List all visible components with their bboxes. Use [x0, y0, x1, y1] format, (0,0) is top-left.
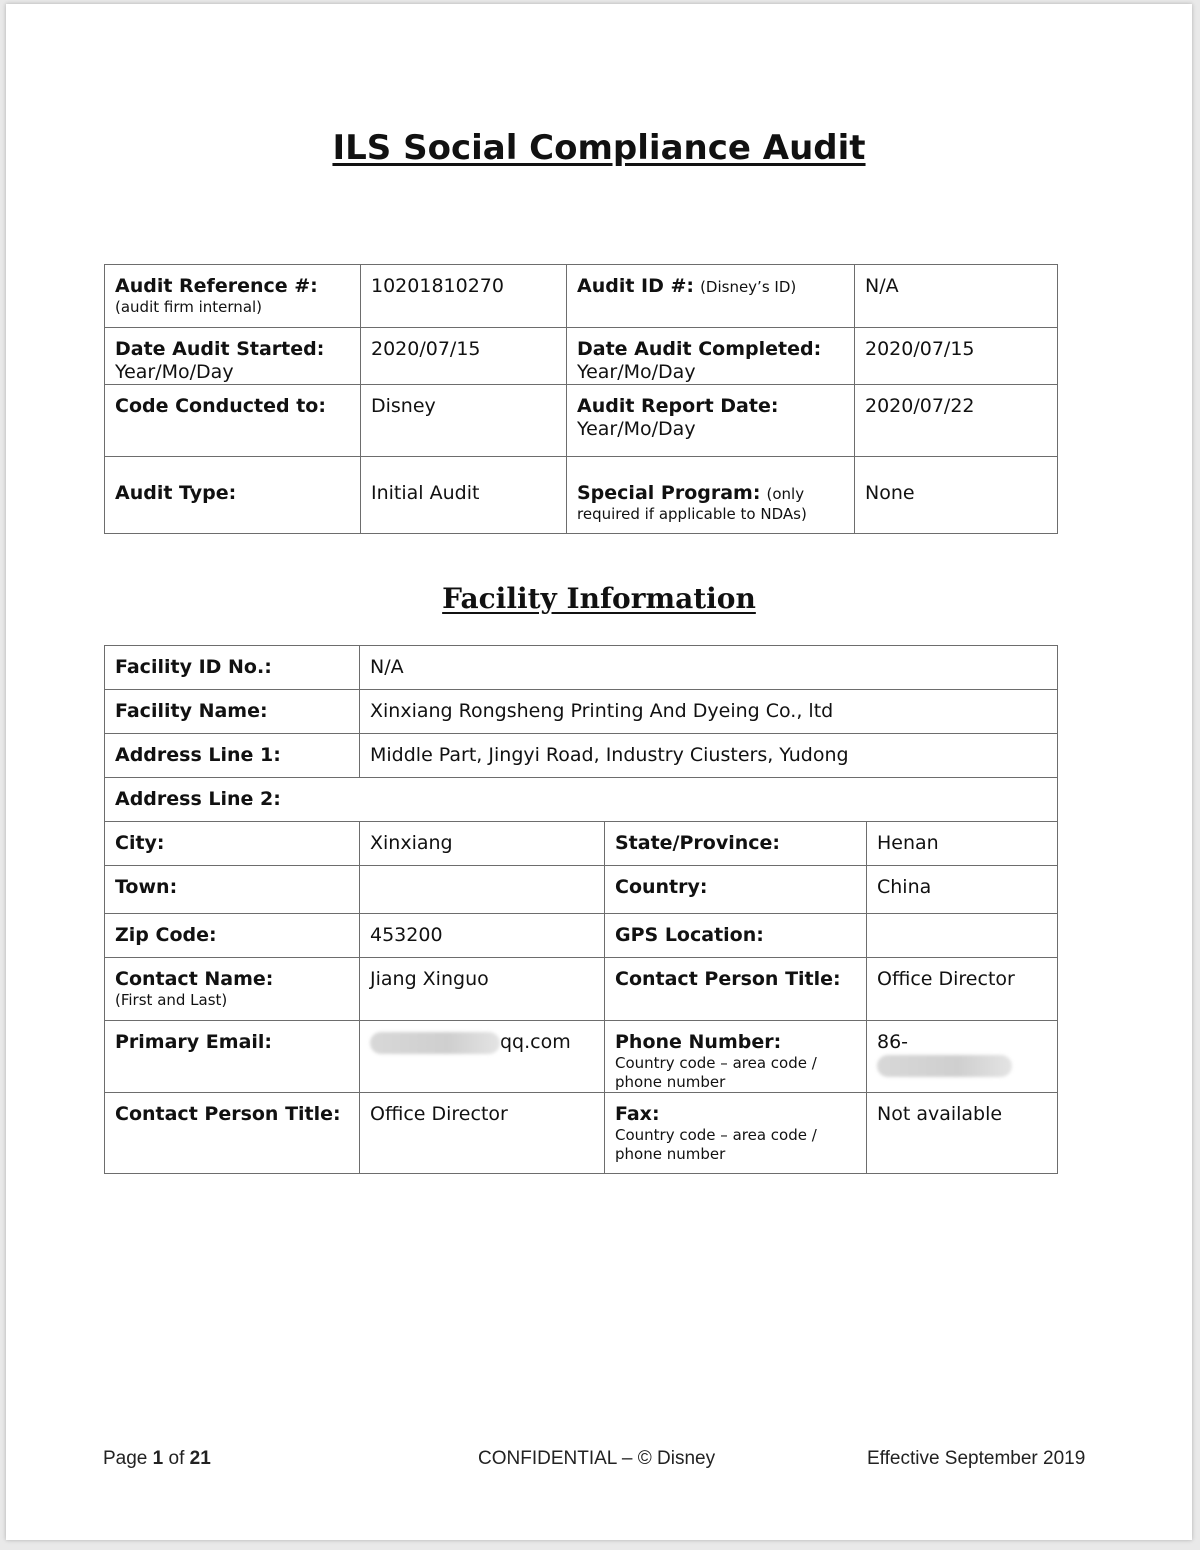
confidential-notice: CONFIDENTIAL – © Disney — [478, 1448, 716, 1469]
contact-person-title-value: Office Director — [867, 958, 1058, 1021]
report-date-label-cell — [567, 385, 855, 457]
contact-person-title-label: Contact Person Title: — [605, 958, 867, 1021]
table-row — [105, 646, 1058, 690]
facility-id-label: Facility ID No.: — [105, 646, 360, 690]
table-row — [105, 385, 1058, 457]
code-conducted-label: Code Conducted to: — [105, 385, 361, 457]
contact-person-title-2-value: Office Director — [360, 1093, 605, 1174]
date-started-value: 2020/07/15 — [361, 328, 567, 385]
audit-id-label-cell — [567, 265, 855, 328]
special-program-label-cell — [567, 457, 855, 534]
facility-heading: Facility Information — [442, 582, 756, 615]
primary-email-suffix: qq.com — [500, 1031, 571, 1053]
report-date-note: Year/Mo/Day — [577, 418, 696, 440]
effective-date: Effective September 2019 — [867, 1448, 1086, 1469]
table-row — [105, 914, 1058, 958]
city-label: City: — [105, 822, 360, 866]
audit-id-note: (Disney’s ID) — [700, 278, 797, 296]
redacted-email-blur — [370, 1032, 500, 1054]
audit-id-label: Audit ID #: — [577, 275, 695, 297]
report-date-value: 2020/07/22 — [855, 385, 1058, 457]
audit-ref-note: (audit firm internal) — [115, 298, 263, 316]
table-row — [105, 265, 1058, 328]
facility-name-value: Xinxiang Rongsheng Printing And Dyeing Co., ltd — [360, 690, 1058, 734]
contact-person-title-2-label: Contact Person Title: — [105, 1093, 360, 1174]
report-date-label: Audit Report Date: — [577, 395, 779, 417]
contact-name-note: (First and Last) — [115, 991, 228, 1009]
audit-ref-value: 10201810270 — [361, 265, 567, 328]
town-value — [360, 866, 605, 914]
audit-type-label: Audit Type: — [105, 457, 361, 534]
contact-name-label: Contact Name: — [115, 968, 274, 990]
page-of: of — [168, 1448, 185, 1469]
city-value: Xinxiang — [360, 822, 605, 866]
state-province-label: State/Province: — [605, 822, 867, 866]
special-program-label: Special Program: — [577, 482, 761, 504]
zip-code-value: 453200 — [360, 914, 605, 958]
address-line-2-label: Address Line 2: — [105, 778, 1058, 822]
page-current: 1 — [152, 1448, 164, 1469]
zip-code-label: Zip Code: — [105, 914, 360, 958]
state-province-value: Henan — [867, 822, 1058, 866]
audit-info-table — [104, 264, 1058, 534]
fax-note: Country code – area code / phone number — [615, 1126, 817, 1163]
table-row — [105, 778, 1058, 822]
primary-email-value — [360, 1021, 605, 1093]
table-row — [105, 734, 1058, 778]
phone-number-label-cell — [605, 1021, 867, 1093]
table-row — [105, 822, 1058, 866]
date-started-label-cell — [105, 328, 361, 385]
table-row — [105, 1021, 1058, 1093]
country-value: China — [867, 866, 1058, 914]
facility-id-value: N/A — [360, 646, 1058, 690]
special-program-value: None — [855, 457, 1058, 534]
address-line-1-label: Address Line 1: — [105, 734, 360, 778]
facility-info-table — [104, 645, 1058, 1174]
address-line-1-value: Middle Part, Jingyi Road, Industry Ciusters, Yudong — [360, 734, 1058, 778]
audit-id-value: N/A — [855, 265, 1058, 328]
gps-location-value — [867, 914, 1058, 958]
table-row — [105, 1093, 1058, 1174]
special-program-note-1: (only — [766, 485, 805, 503]
phone-number-note: Country code – area code / phone number — [615, 1054, 817, 1091]
date-completed-label: Date Audit Completed: — [577, 338, 822, 360]
date-started-label: Date Audit Started: — [115, 338, 325, 360]
code-conducted-value: Disney — [361, 385, 567, 457]
fax-label-cell — [605, 1093, 867, 1174]
audit-type-value: Initial Audit — [361, 457, 567, 534]
page-total: 21 — [189, 1448, 211, 1469]
facility-name-label: Facility Name: — [105, 690, 360, 734]
audit-ref-label: Audit Reference #: — [115, 275, 318, 297]
page-word: Page — [103, 1448, 148, 1469]
special-program-note-2: required if applicable to NDAs) — [577, 505, 807, 523]
document-page — [6, 4, 1192, 1540]
date-completed-label-cell — [567, 328, 855, 385]
date-completed-note: Year/Mo/Day — [577, 361, 696, 383]
primary-email-label: Primary Email: — [105, 1021, 360, 1093]
phone-number-label: Phone Number: — [615, 1031, 782, 1053]
phone-number-prefix: 86- — [877, 1031, 909, 1053]
country-label: Country: — [605, 866, 867, 914]
page-number — [103, 1448, 211, 1470]
fax-value: Not available — [867, 1093, 1058, 1174]
town-label: Town: — [105, 866, 360, 914]
gps-location-label: GPS Location: — [605, 914, 867, 958]
phone-number-value — [867, 1021, 1058, 1093]
table-row — [105, 328, 1058, 385]
table-row — [105, 958, 1058, 1021]
document-title: ILS Social Compliance Audit — [332, 128, 866, 168]
redacted-phone-blur — [877, 1055, 1012, 1077]
contact-name-value: Jiang Xinguo — [360, 958, 605, 1021]
table-row — [105, 690, 1058, 734]
date-completed-value: 2020/07/15 — [855, 328, 1058, 385]
date-started-note: Year/Mo/Day — [115, 361, 234, 383]
contact-name-label-cell — [105, 958, 360, 1021]
table-row — [105, 866, 1058, 914]
audit-ref-label-cell — [105, 265, 361, 328]
table-row — [105, 457, 1058, 534]
fax-label: Fax: — [615, 1103, 660, 1125]
